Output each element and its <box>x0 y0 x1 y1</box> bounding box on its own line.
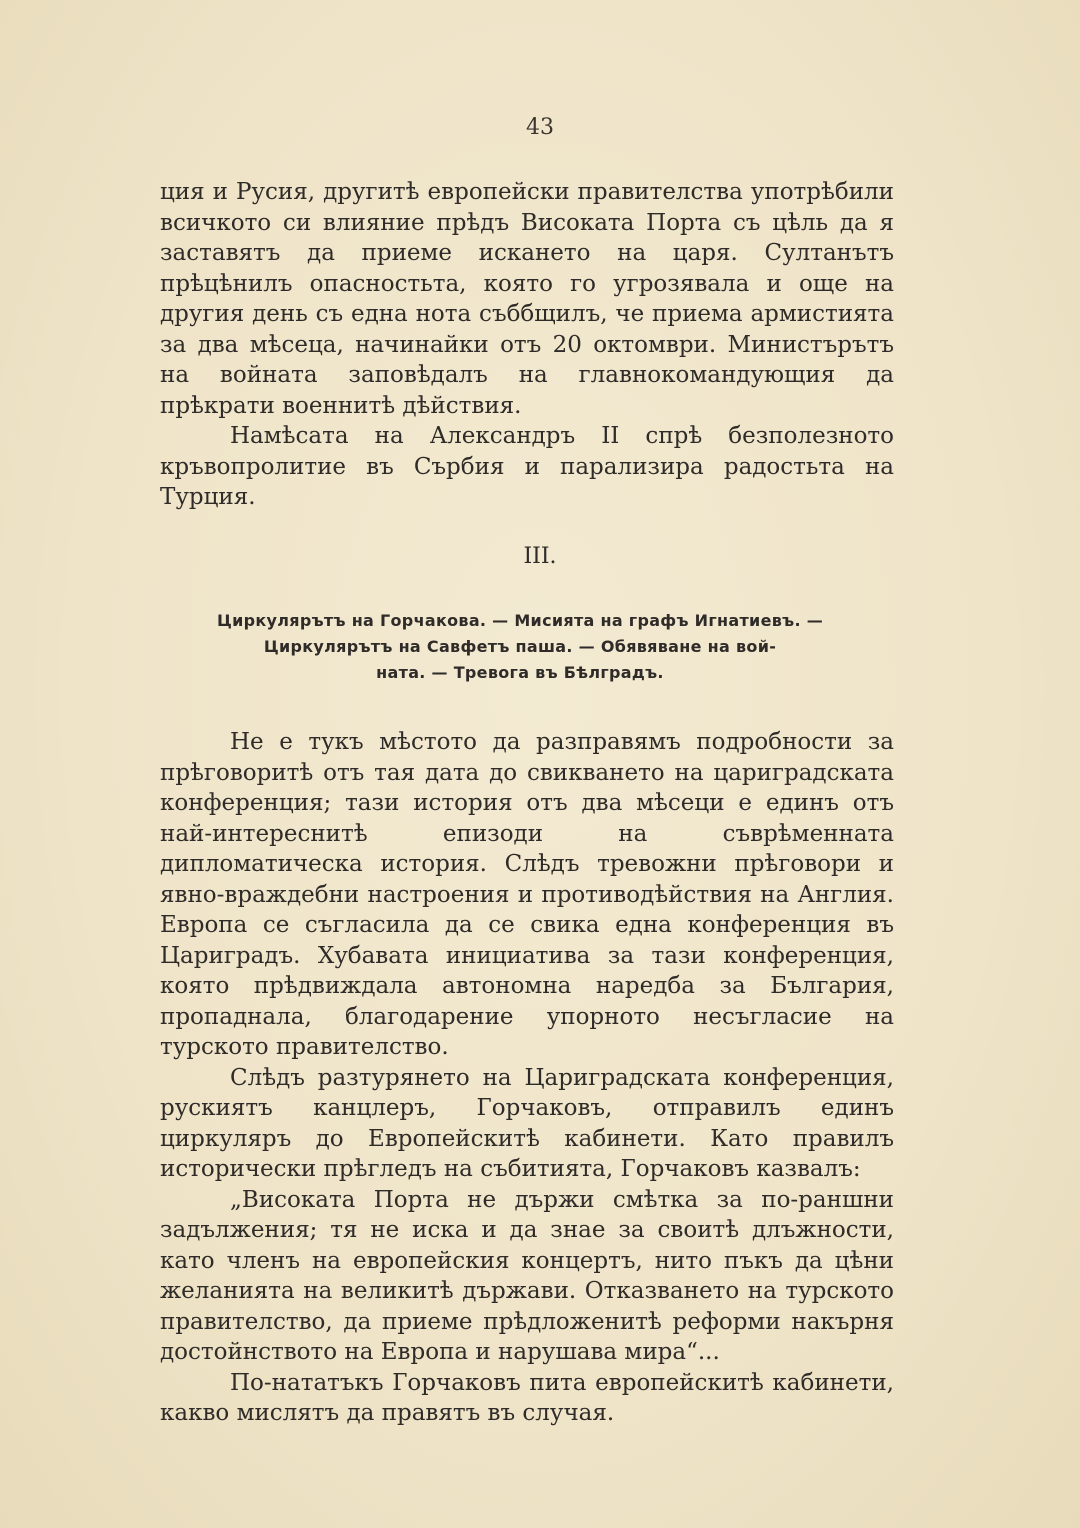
paragraph-conference-history: Не е тукъ мѣстото да разправямъ подробности за прѣговоритѣ отъ тая дата до свикването на цариградската конференция; тази история отъ два мѣсеци е единъ отъ най-интереснитѣ епизоди на съврѣменната дипломатическа история. Слѣдъ тревожни прѣговори и явно-враждебни настроения и противодѣйствия на Англия. Европа се съгласила да се свика една конференция въ Цариградъ. Хубавата инициатива за тази конференция, която прѣдвиждала автономна наредба за България, пропаднала, благодарение упорното несъгласие на турското правителство. <box>160 729 894 1060</box>
summary-line: ната. — Тревога въ Бѣлградъ. <box>376 663 664 682</box>
paragraph-gorchakov-circular: Слѣдъ разтурянето на Цариградската конференция, рускиятъ канцлеръ, Горчаковъ, отправилъ единъ циркуляръ до Европейскитѣ кабинети. Като правилъ исторически прѣгледъ на събитията, Горчаковъ казвалъ: <box>160 1064 894 1182</box>
section-summary <box>170 608 870 686</box>
summary-line: Циркулярътъ на Савфетъ паша. — Обявяване на вой- <box>263 637 777 656</box>
paragraph-continued: ция и Русия, другитѣ европейски правителства употрѣбили всичкото си влияние прѣдъ Високата Порта съ цѣль да я заставятъ да приеме искането на царя. Султанътъ прѣцѣнилъ опасностьта, която го угрозявала и още на другия день съ една нота съббщилъ, че приема армистията за два мѣсеца, начинайки отъ 20 октомври. Министърътъ на войната заповѣдалъ на главнокомандующия да прѣкрати военнитѣ дѣйствия. <box>160 179 894 419</box>
paragraph-alexander-intervention: Намѣсата на Александръ II спрѣ безполезното кръвопролитие въ Сърбия и парализира радостьта на Турция. <box>160 423 894 510</box>
page-number: 43 <box>526 115 554 140</box>
body-text-block <box>160 727 894 1429</box>
section-number: III. <box>523 544 557 569</box>
summary-line: Циркулярътъ на Горчакова. — Мисията на графъ Игнатиевъ. — <box>216 611 824 630</box>
paragraph-circular-quote: „Високата Порта не държи смѣтка за по-раншни задължения; тя не иска и да знае за своитѣ длъжности, като членъ на европейския концертъ, нито пъкъ да цѣни желанията на великитѣ държави. Отказването на турското правителство, да приеме прѣдложенитѣ реформи накърня достойнството на Европа и нарушава мира“... <box>160 1186 894 1365</box>
paragraph-gorchakov-question: По-нататъкъ Горчаковъ пита европейскитѣ кабинети, какво мислятъ да правятъ въ случая. <box>160 1369 894 1426</box>
top-text-block <box>160 177 894 513</box>
